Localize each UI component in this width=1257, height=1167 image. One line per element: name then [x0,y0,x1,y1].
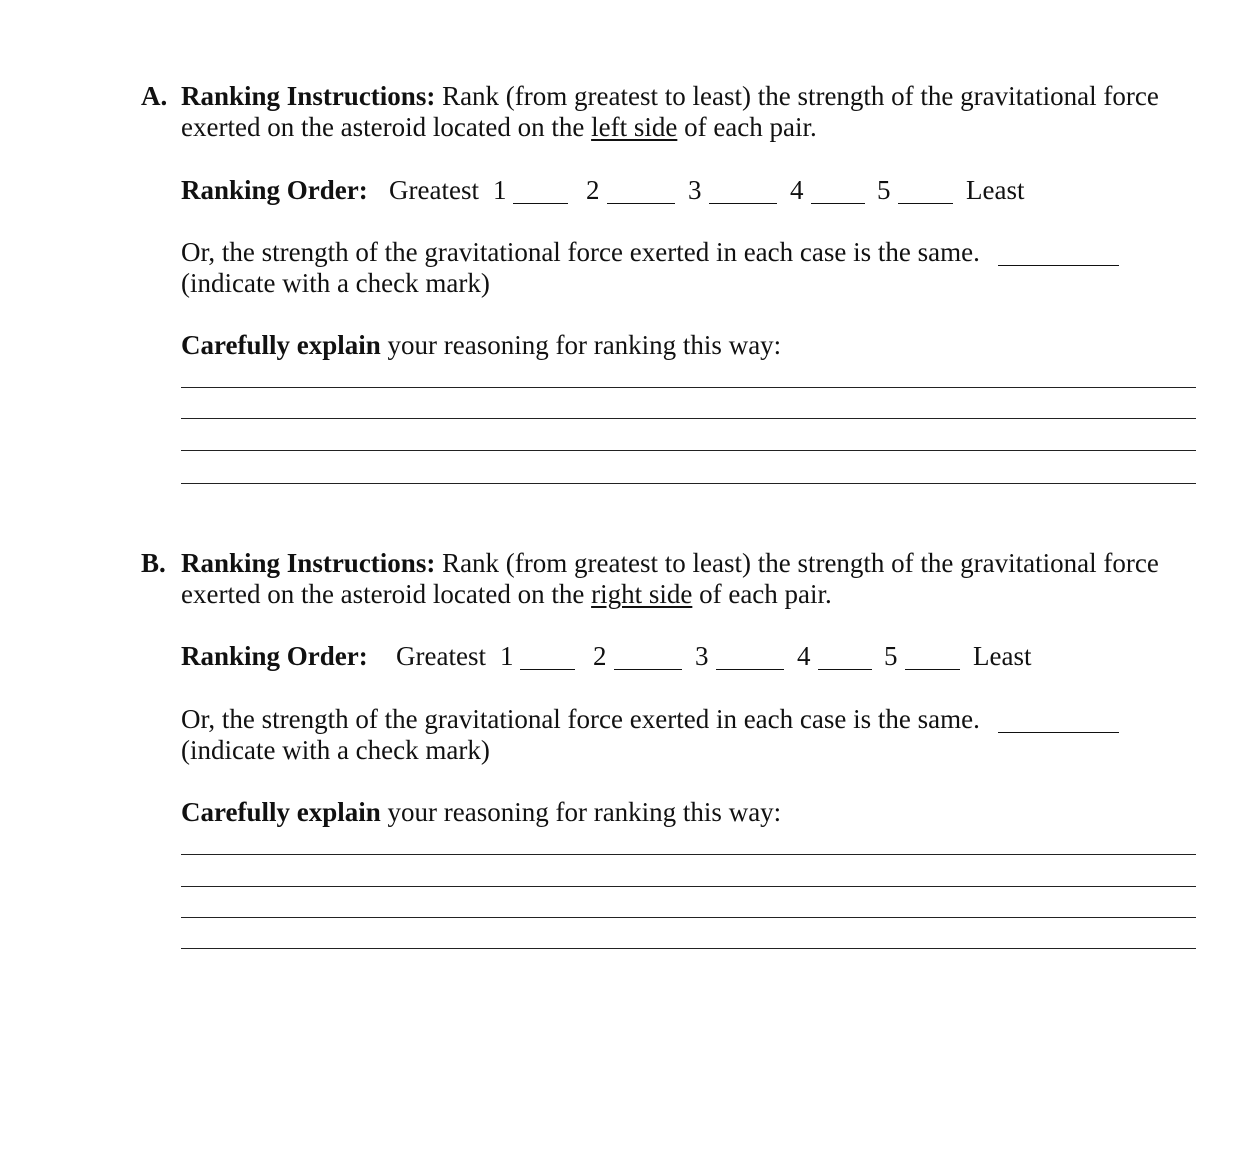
rank-5-blank[interactable] [898,203,953,204]
ranking-order-label: Ranking Order: [181,641,368,671]
instructions-line-2 [181,579,832,610]
answer-line[interactable] [181,483,1196,484]
rank-2-blank[interactable] [614,669,682,670]
explain-heading: Carefully explain [181,797,381,827]
same-check-blank[interactable] [998,265,1119,266]
answer-line[interactable] [181,418,1196,419]
instructions-text-3: of each pair. [692,579,832,609]
rank-4-blank[interactable] [818,669,872,670]
rank-number: 3 [695,641,709,671]
greatest-label: Greatest [396,641,486,671]
section-letter: B. [141,548,166,578]
instructions-line-2 [181,112,817,143]
answer-line[interactable] [181,854,1196,855]
rank-2-blank[interactable] [607,203,675,204]
instructions-text: Rank (from greatest to least) the strength of the gravitational force [435,548,1159,578]
greatest-label: Greatest [389,175,479,205]
answer-line[interactable] [181,387,1196,388]
rank-3-blank[interactable] [709,203,777,204]
rank-number: 2 [593,641,607,671]
rank-1-blank[interactable] [513,203,568,204]
rank-number: 5 [877,175,891,205]
side-emphasis: right side [591,579,693,609]
answer-line[interactable] [181,886,1196,887]
instructions-text-3: of each pair. [677,112,817,142]
explain-text: your reasoning for ranking this way: [380,330,782,360]
rank-5-blank[interactable] [905,669,960,670]
rank-number: 4 [797,641,811,671]
instructions-heading: Ranking Instructions: [181,81,436,111]
instructions-text-2: exerted on the asteroid located on the [181,579,592,609]
answer-line[interactable] [181,450,1196,451]
rank-number: 3 [688,175,702,205]
instructions-line-1 [181,81,1159,112]
rank-number: 1 [493,175,507,205]
same-statement: Or, the strength of the gravitational force exerted in each case is the same. [181,704,980,734]
explain-prompt [181,797,781,828]
rank-number: 5 [884,641,898,671]
explain-heading: Carefully explain [181,330,381,360]
explain-text: your reasoning for ranking this way: [380,797,782,827]
rank-number: 4 [790,175,804,205]
instructions-text-2: exerted on the asteroid located on the [181,112,592,142]
rank-4-blank[interactable] [811,203,865,204]
answer-line[interactable] [181,948,1196,949]
side-emphasis: left side [591,112,678,142]
rank-1-blank[interactable] [520,669,575,670]
answer-line[interactable] [181,917,1196,918]
section-letter: A. [141,81,168,111]
explain-prompt [181,330,781,361]
instructions-heading: Ranking Instructions: [181,548,436,578]
same-check-blank[interactable] [998,732,1119,733]
least-label: Least [966,175,1025,205]
rank-number: 2 [586,175,600,205]
check-mark-note: (indicate with a check mark) [181,268,490,298]
instructions-line-1 [181,548,1159,579]
ranking-order-label: Ranking Order: [181,175,368,205]
instructions-text: Rank (from greatest to least) the strength of the gravitational force [435,81,1159,111]
rank-number: 1 [500,641,514,671]
least-label: Least [973,641,1032,671]
same-statement: Or, the strength of the gravitational force exerted in each case is the same. [181,237,980,267]
rank-3-blank[interactable] [716,669,784,670]
check-mark-note: (indicate with a check mark) [181,735,490,765]
